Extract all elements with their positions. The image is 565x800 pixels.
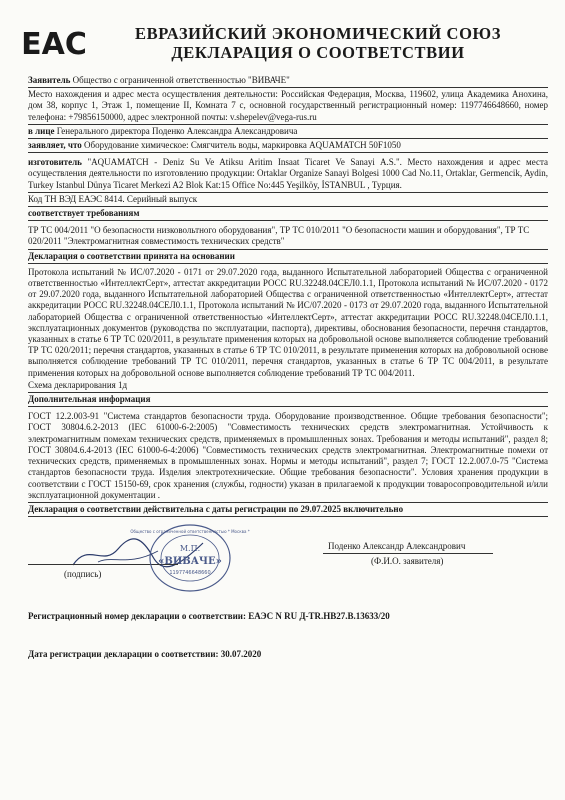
svg-text:EAC: EAC (21, 27, 87, 62)
manufacturer-row (28, 156, 548, 193)
person-label: в лице (28, 125, 55, 136)
signature-caption: (подпись) (64, 569, 102, 580)
signer-caption: (Ф.И.О. заявителя) (371, 556, 444, 567)
document-title (88, 24, 548, 62)
svg-text:1197746648660: 1197746648660 (169, 570, 211, 577)
person-value: Генерального директора Поденко Александра Александровича (56, 125, 298, 136)
reg-date: 30.07.2020 (220, 649, 262, 660)
svg-text:«ВИВАЧЕ»: «ВИВАЧЕ» (158, 556, 222, 568)
applicant-address: Место нахождения и адрес места осуществления деятельности: Российская Федерация, Москва, 119602, улица Академика Анохина, дом 38, корпус 1, Этаж 1, помещение II, Комната 7 с, основной государственный регистрационный номер: 1197746648660, номер телефона: +79856150000, адрес электронной почты: v.shepelev@vega-rus.ru (28, 88, 548, 125)
signer-name: Поденко Александр Александрович (328, 541, 466, 552)
manufacturer-label: изготовитель (28, 157, 82, 168)
title-line1: ЕВРАЗИЙСКИЙ ЭКОНОМИЧЕСКИЙ СОЮЗ (134, 24, 501, 43)
basis-value: Протокола испытаний № ИС/07.2020 - 0171 от 29.07.2020 года, выданного Испытательной лабораторией Общества с ограниченной ответственностью «ИнтеллектСерт», аттестат аккредитации РОСС RU.32248.04СЕЛ0.1.1, Протокола испытаний № ИС/07.2020 - 0172 от 29.07.2020 года, выданного Испытательной лабораторией Общества с ограниченной ответственностью «ИнтеллектСерт», аттестат аккредитации РОСС RU.32248.04СЕЛ0.1.1, Протокола испытаний № ИС/07.2020 - 0173 от 29.07.2020 года, выданного Испытательной лабораторией Общества с ограниченной ответственностью «ИнтеллектСерт», аттестат аккредитации РОСС RU.32248.04СЕЛ0.1.1, эксплуатационных документов (руководства по эксплуатации, паспорта), директивы, обоснования безопасности, перечня стандартов, указанных в статье 6 ТР ТС 020/2011, в результате применения которых на добровольной основе выполняется соблюдение требований ТР ТС 020/2011; перечня стандартов, указанных в статье 6 ТР ТС 010/2011, в результате применения которых на добровольной основе выполняется соблюдение требований ТР ТС 010/2011, перечня стандартов, указанных в статье 6 ТР ТС 004/2011, в результате применения которых на добровольной основе выполняется соблюдение требований ТР ТС 004/2011. (28, 266, 548, 378)
signer-line (323, 553, 493, 554)
declares-row (28, 139, 548, 153)
scheme: Схема декларирования 1д (28, 379, 548, 393)
basis-label: Декларация о соответствии принята на основании (28, 250, 548, 264)
reg-date-label: Дата регистрации декларации о соответствии: (28, 649, 219, 660)
title-line2: ДЕКЛАРАЦИЯ О СООТВЕТСТВИИ (171, 43, 465, 62)
conforms-label: соответствует требованиям (28, 207, 548, 221)
svg-text:Общество с ограниченной ответс: Общество с ограниченной ответственностью * Москва * (130, 529, 250, 535)
applicant-person-row (28, 125, 548, 139)
declares-value: Оборудование химическое: Смягчитель воды, маркировка AQUAMATCH 50F1050 (84, 140, 401, 151)
registration-number-row (28, 611, 548, 621)
product-code: Код ТН ВЭД ЕАЭС 8414. Серийный выпуск (28, 193, 548, 207)
applicant-value: Общество с ограниченной ответственностью "ВИВАЧЕ" (72, 75, 290, 85)
additional-value: ГОСТ 12.2.003-91 "Система стандартов безопасности труда. Оборудование производственное. Общие требования безопасности"; ГОСТ 30804.6.2-2013 (IEC 61000-6-2:2005) "Совместимость технических средств электромагнитная. Устойчивость к электромагнитным помехам технических средств, применяемых в промышленных зонах. Требования и методы испытаний", раздел 8; ГОСТ 30804.6.4-2013 (IEC 61000-6-4:2006) "Совместимость технических средств электромагнитная. Электромагнитные помехи от технических средств, применяемых в промышленных зонах. Нормы и методы испытаний", раздел 7; ГОСТ 12.2.007.0-75 "Система стандартов безопасности труда. Изделия электротехнические. Общие требования безопасности". Условия хранения продукции в соответствии с ГОСТ 15150-69, срок хранения (службы, годности) указан в прилагаемой к продукции товаросопроводительной и/или эксплуатационной документации . (28, 410, 548, 503)
declares-label: заявляет, что (28, 140, 82, 151)
signature-area (28, 517, 548, 595)
svg-text:М.П.: М.П. (179, 544, 201, 554)
reg-number: ЕАЭС N RU Д-TR.HB27.B.13633/20 (248, 611, 390, 622)
validity-text: Декларация о соответствии действительна с даты регистрации по 29.07.2025 включительно (28, 503, 548, 517)
applicant-row (28, 74, 548, 88)
registration-date-row (28, 649, 548, 659)
additional-label: Дополнительная информация (28, 393, 548, 407)
header (21, 18, 548, 74)
eac-logo-icon (21, 24, 87, 62)
declaration-page (21, 18, 548, 660)
manufacturer-value: "AQUAMATCH - Deniz Su Ve Atiksu Aritim Insaat Ticaret Ve Sanayi A.S.". Место нахождения и адрес места осуществления деятельности по изготовлению продукции: Ortaklar Organize Sanayi Bolgesi 1000 Cad No.11, Ortaklar, Germencik, Aydin, Turkey Istanbul Dünya Ticaret Merkezi A2 Blok Kat:15 Office No:445 Yeşilköy, İSTANBUL , Турция. (28, 157, 548, 190)
company-stamp-icon (130, 523, 250, 593)
conforms-value: ТР ТС 004/2011 "О безопасности низковольтного оборудования", ТР ТС 010/2011 "О безопасности машин и оборудования", ТР ТС 020/2011 "Электромагнитная совместимость технических средств" (28, 224, 548, 249)
applicant-label: Заявитель (28, 75, 71, 85)
reg-number-label: Регистрационный номер декларации о соответствии: (28, 611, 246, 622)
